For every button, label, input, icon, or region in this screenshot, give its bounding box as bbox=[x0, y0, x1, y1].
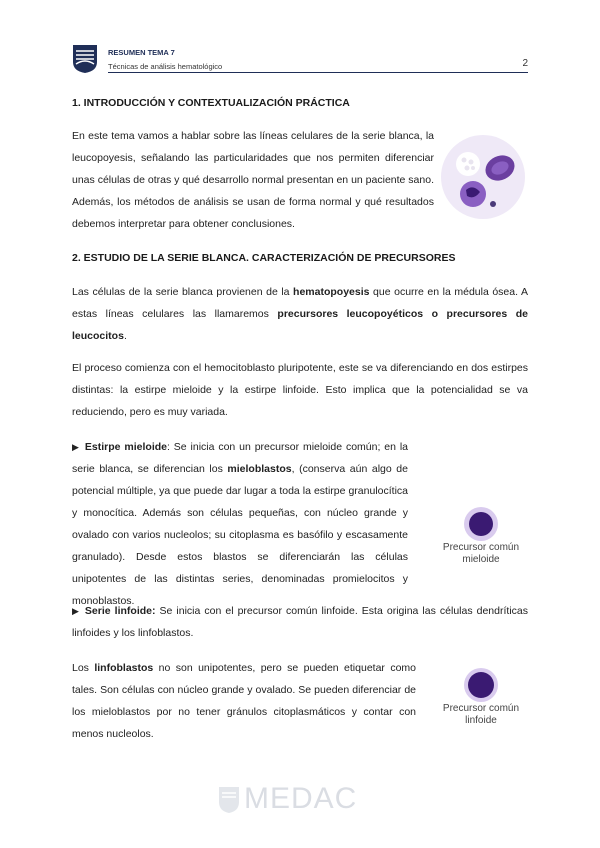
lymphoid-precursor-figure bbox=[426, 667, 536, 727]
section-1-paragraph: En este tema vamos a hablar sobre las líneas celulares de la serie blanca, la leucopoyesis, señalando las particularidades que nos permiten diferenciar unas células de otras y qué desarrollo normal presentan en un paciente sano. Además, los métodos de análisis se usan de forma normal y qué resultados debemos interpretar para obtener conclusiones. bbox=[72, 130, 434, 230]
lymphoid-bullet: ▶ Serie linfoide: Se inicia con el precursor común linfoide. Esta origina las células dendríticas linfoides y los linfoblastos. bbox=[72, 600, 528, 644]
lymphoid-cell-icon bbox=[463, 667, 499, 703]
process-paragraph: El proceso comienza con el hemocitoblasto pluripotente, este se va diferenciando en dos estirpes distintas: la estirpe mieloide y la estirpe linfoide. Esto implica que la potencialidad se va reduciendo, pero es muy variada. bbox=[72, 362, 528, 418]
myeloid-bullet-rest: , (conserva aún algo de potencial múltiple, ya que puede dar lugar a toda la estirpe granulocítica y monocítica. Además son células pequeñas, con núcleo grande y ovalado con varios nucleolos; su citoplasma es basófilo y escasamente granulado). Desde estos blastos se diferenciarán las células unipotentes de las distintas series, denominadas promielocitos y monoblastos. bbox=[72, 463, 408, 607]
page-number: 2 bbox=[522, 58, 528, 69]
page-header bbox=[72, 44, 528, 76]
myeloid-caption-line-2: mieloide bbox=[462, 554, 500, 565]
section-2-heading: 2. ESTUDIO DE LA SERIE BLANCA. CARACTERIZACIÓN DE PRECURSORES bbox=[72, 252, 456, 264]
myeloid-cell-icon bbox=[463, 506, 499, 542]
myeloid-caption-line-1: Precursor común bbox=[442, 542, 520, 553]
section-1-heading: 1. INTRODUCCIÓN Y CONTEXTUALIZACIÓN PRÁCTICA bbox=[72, 97, 350, 109]
lymphoid-caption-line-2: linfoide bbox=[465, 715, 497, 726]
bullet-arrow-icon: ▶ bbox=[72, 606, 79, 616]
document-title: RESUMEN TEMA 7 bbox=[108, 48, 175, 57]
header-divider bbox=[108, 72, 528, 73]
lymphoid-caption-line-1: Precursor común bbox=[442, 703, 520, 714]
medac-shield-logo bbox=[72, 44, 98, 74]
myeloid-bullet-top: ▶ Estirpe mieloide: Se inicia con un precursor mieloide común; en la serie blanca, se diferencian los mieloblastos, (conserva aún algo de potencial múltiple, ya que puede dar lugar a toda la estirpe granulocítica y monocítica. Además son células pequeñas, con núcleo grande y ovalado con varios nucleolos; su citoplasma es basófilo y escasamente granulado). Desde estos blastos se diferenciarán las células unipotentes de las distintas series, denominadas promielocitos y monoblastos. bbox=[72, 436, 528, 612]
blood-cells-illustration bbox=[440, 134, 526, 220]
lymphoblast-paragraph: Los linfoblastos no son unipotentes, pero se pueden etiquetar como tales. Son células con núcleo grande y ovalado. Se pueden diferenciar de los mieloblastos por no tener gránulos citoplasmáticos y contar con menos nucleolos. bbox=[72, 662, 416, 740]
bullet-arrow-icon: ▶ bbox=[72, 442, 79, 452]
origin-paragraph: Las células de la serie blanca provienen de la hematopoyesis que ocurre en la médula ósea. A estas líneas celulares las llamaremos precursores leucopoyéticos o precursores de leucocitos. bbox=[72, 286, 528, 342]
document-subtitle: Técnicas de análisis hematológico bbox=[108, 62, 223, 71]
footer-brand-watermark: MEDAC bbox=[244, 782, 358, 815]
myeloid-precursor-figure bbox=[426, 506, 536, 566]
footer-shield-icon bbox=[218, 786, 240, 814]
